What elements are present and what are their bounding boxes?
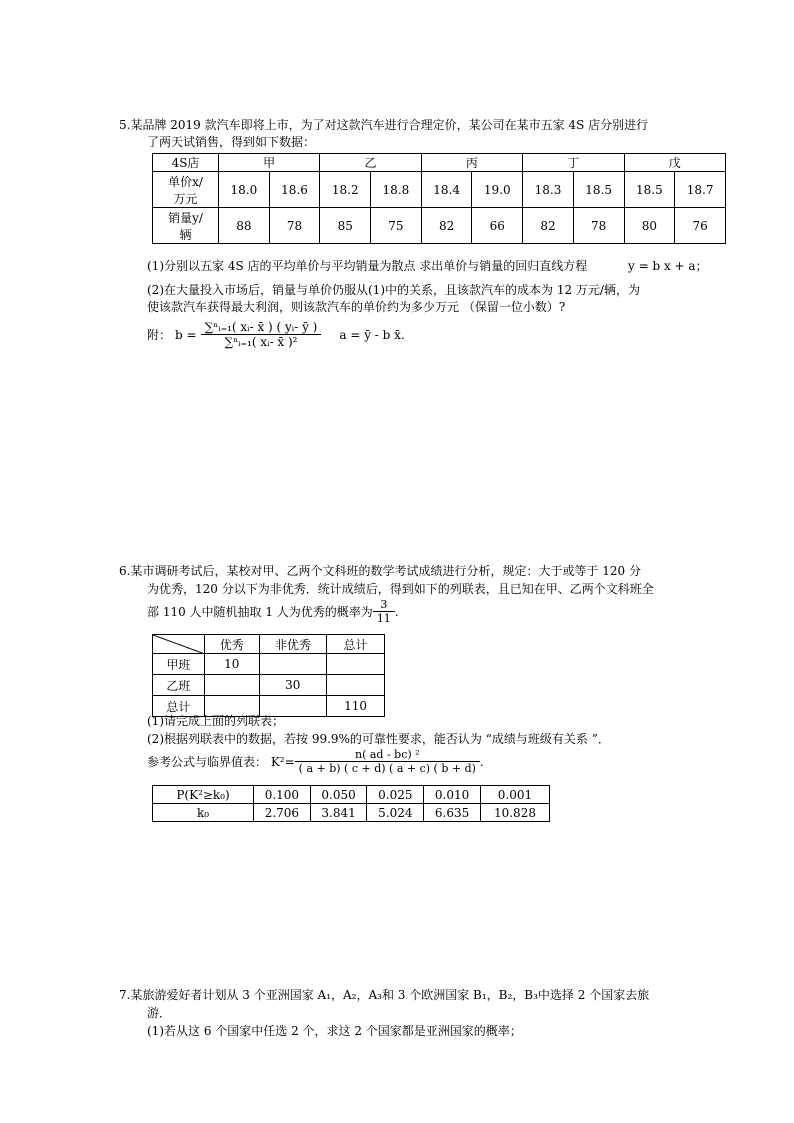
a-formula: a = ȳ - b x̄.	[339, 327, 405, 342]
diagonal-header-cell	[153, 635, 205, 654]
k-formula-numerator: n( ad - bc) ²	[295, 748, 480, 762]
b-formula-denominator: ∑ⁿᵢ₌₁( xᵢ- x̄ )²	[224, 335, 298, 349]
q5-sales-label-2: 辆	[179, 227, 192, 242]
q5-sales-cell: 82	[523, 208, 574, 244]
b-formula-numerator: ∑ⁿᵢ₌₁( xᵢ- x̄ ) ( yᵢ- ȳ )	[201, 320, 322, 335]
q5-price-label-2: 万元	[173, 191, 198, 206]
q5-appendix	[147, 320, 405, 349]
table-cell: 110	[327, 696, 385, 717]
crit-cell: 0.010	[424, 786, 481, 804]
crit-cell: 3.841	[310, 804, 367, 822]
q5-price-cell: 18.2	[320, 172, 371, 208]
q7-part1: (1)若从这 6 个国家中任选 2 个，求这 2 个国家都是亚洲国家的概率；	[147, 1024, 522, 1038]
table-cell: 30	[259, 675, 326, 696]
q5-line1: 5.某品牌 2019 款汽车即将上市，为了对这款汽车进行合理定价，某公司在某市五家 4S 店分别进行	[119, 118, 649, 132]
crit-cell: 5.024	[367, 804, 424, 822]
q5-sales-cell: 82	[421, 208, 472, 244]
table-cell	[204, 675, 259, 696]
q5-price-cell: 18.8	[371, 172, 422, 208]
q5-store: 丁	[523, 154, 624, 172]
q5-sales-label-1: 销量y/	[168, 210, 203, 225]
q7-line2: 游．	[147, 1006, 172, 1020]
q5-sales-cell: 88	[219, 208, 270, 244]
q5-store: 丙	[421, 154, 522, 172]
probability-fraction	[373, 598, 395, 625]
q7-line1: 7.某旅游爱好者计划从 3 个亚洲国家 A₁，A₂，A₃和 3 个欧洲国家 B₁，B₂，B₃中选择 2 个国家去旅	[119, 988, 650, 1002]
q5-store: 戊	[624, 154, 726, 172]
crit-cell: 2.706	[254, 804, 311, 822]
q5-data-table	[152, 153, 726, 244]
q5-sales-cell: 76	[675, 208, 726, 244]
table-cell	[327, 675, 385, 696]
crit-cell: 6.635	[424, 804, 481, 822]
q5-price-cell: 18.5	[573, 172, 624, 208]
crit-cell: 0.025	[367, 786, 424, 804]
b-formula	[201, 320, 322, 349]
row-header: 乙班	[153, 675, 205, 696]
k-squared-formula	[295, 748, 480, 775]
q5-price-cell: 18.5	[624, 172, 675, 208]
q5-price-cell: 18.0	[219, 172, 270, 208]
probability-numerator: 3	[373, 598, 395, 612]
q5-part2-line2: 使该款汽车获得最大利润，则该款汽车的单价约为多少万元 （保留一位小数）?	[147, 300, 566, 314]
crit-cell: 0.001	[480, 786, 549, 804]
q5-sales-label	[153, 208, 219, 244]
q6-line3: 部 110 人中随机抽取 1 人为优秀的概率为 $\frac{3}{11}$ .	[147, 598, 399, 625]
crit-cell: 0.100	[254, 786, 311, 804]
col-header: 总计	[327, 635, 385, 654]
q5-price-cell: 19.0	[472, 172, 523, 208]
q5-sales-cell: 80	[624, 208, 675, 244]
probability-denominator: 11	[376, 612, 391, 625]
q6-line1: 6.某市调研考试后，某校对甲、乙两个文科班的数学考试成绩进行分析，规定：大于或等于 120 分	[119, 564, 641, 578]
q5-price-cell: 18.3	[523, 172, 574, 208]
crit-row-label: k₀	[153, 804, 254, 822]
b-hat-label: b =	[175, 327, 197, 342]
ref-label: 参考公式与临界值表： K²=	[147, 755, 295, 769]
q5-sales-cell: 66	[472, 208, 523, 244]
q5-line2: 了两天试销售，得到如下数据：	[147, 135, 316, 149]
q5-price-label	[153, 172, 219, 208]
q6-line2: 为优秀，120 分以下为非优秀．统计成绩后，得到如下的列联表，且已知在甲、乙两个文科班全	[147, 582, 654, 596]
diagonal-line	[153, 635, 205, 654]
crit-cell: 10.828	[480, 804, 549, 822]
q5-price-label-1: 单价x/	[168, 174, 203, 189]
crit-cell: 0.050	[310, 786, 367, 804]
q6-part1: (1)请完成上面的列联表；	[147, 714, 284, 728]
q5-store: 甲	[219, 154, 320, 172]
q5-price-cell: 18.4	[421, 172, 472, 208]
table-cell	[327, 654, 385, 675]
k-formula-denominator: ( a + b) ( c + d) ( a + c) ( b + d)	[298, 762, 476, 775]
q5-regression-equation: y = b x + a；	[628, 259, 708, 273]
q5-sales-cell: 78	[573, 208, 624, 244]
q6-line3-text: 部 110 人中随机抽取 1 人为优秀的概率为	[147, 605, 373, 619]
row-header: 总计	[153, 696, 205, 717]
q5-part2-line1: (2)在大量投入市场后，销量与单价仍服从(1)中的关系，且该款汽车的成本为 12 万元/辆，为	[147, 283, 640, 297]
row-header: 甲班	[153, 654, 205, 675]
q5-sales-cell: 78	[269, 208, 320, 244]
q5-part1: (1)分别以五家 4S 店的平均单价与平均销量为散点 求出单价与销量的回归直线方程	[147, 259, 588, 273]
q6-part2: (2)根据列联表中的数据，若按 99.9%的可靠性要求，能否认为 “成绩与班级有关系 ”．	[147, 732, 610, 746]
q5-price-cell: 18.7	[675, 172, 726, 208]
table-cell	[259, 654, 326, 675]
q6-contingency-table	[152, 634, 385, 717]
q5-store: 乙	[320, 154, 421, 172]
col-header: 优秀	[204, 635, 259, 654]
crit-row-label: P(K²≥k₀)	[153, 786, 254, 804]
q6-reference-formula: 参考公式与临界值表： K²= $\frac{\text{n( ad - bc) ²}}{( a + b) ( c + d) ( a + c) ( b + d)}$ .	[147, 748, 484, 775]
q5-sales-cell: 75	[371, 208, 422, 244]
q5-price-cell: 18.6	[269, 172, 320, 208]
q5-header-label: 4S店	[153, 154, 219, 172]
q5-sales-cell: 85	[320, 208, 371, 244]
critical-value-table	[152, 785, 550, 822]
q5-appendix-label: 附：	[147, 328, 172, 342]
col-header: 非优秀	[259, 635, 326, 654]
table-cell: 10	[204, 654, 259, 675]
